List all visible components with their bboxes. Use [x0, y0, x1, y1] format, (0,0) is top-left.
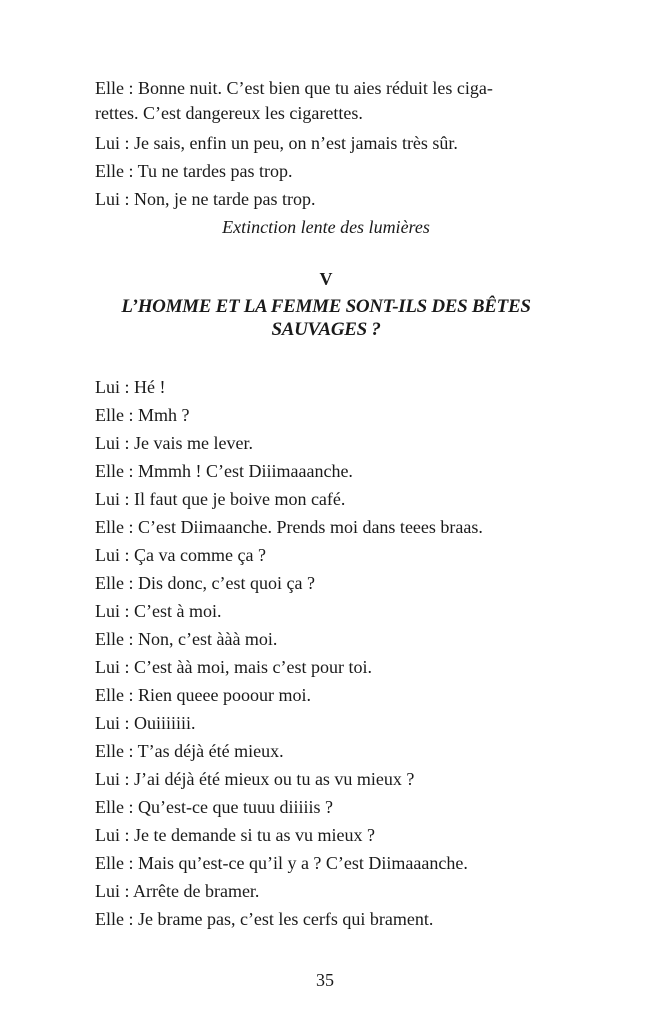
- dialogue-line: Elle : Mmmh ! C’est Diiimaaanche.: [95, 461, 353, 481]
- page-number: 35: [316, 970, 334, 990]
- chapter-title-line-1: L’HOMME ET LA FEMME SONT-ILS DES BÊTES: [121, 296, 531, 317]
- dialogue-line: Lui : C’est àà moi, mais c’est pour toi.: [95, 657, 372, 677]
- chapter-numeral: V: [319, 269, 333, 289]
- dialogue-block: [95, 373, 557, 933]
- dialogue-line: Lui : C’est à moi.: [95, 601, 222, 621]
- dialogue-line: Lui : Il faut que je boive mon café.: [95, 489, 346, 509]
- dialogue-line: Lui : Je sais, enfin un peu, on n’est jamais très sûr.: [95, 133, 458, 153]
- dialogue-line-part: rettes. C’est dangereux les cigarettes.: [95, 103, 363, 123]
- dialogue-line: Lui : Non, je ne tarde pas trop.: [95, 189, 316, 209]
- dialogue-line: Elle : T’as déjà été mieux.: [95, 741, 284, 761]
- scene-ending: [95, 76, 557, 241]
- dialogue-line: Lui : J’ai déjà été mieux ou tu as vu mieux ?: [95, 769, 415, 789]
- dialogue-line: Lui : Je vais me lever.: [95, 433, 253, 453]
- dialogue-line: Elle : Dis donc, c’est quoi ça ?: [95, 573, 315, 593]
- dialogue-line: Elle : Mmh ?: [95, 405, 190, 425]
- dialogue-line: Elle : Tu ne tardes pas trop.: [95, 161, 293, 181]
- dialogue-line: Lui : Hé !: [95, 377, 166, 397]
- chapter-heading: [95, 267, 557, 341]
- dialogue-line: Elle : C’est Diimaanche. Prends moi dans teees braas.: [95, 517, 483, 537]
- stage-direction: Extinction lente des lumières: [222, 217, 430, 237]
- dialogue-line-part: Elle : Bonne nuit. C’est bien que tu aies réduit les ciga-: [95, 78, 493, 98]
- dialogue-line: Lui : Ouiiiiiii.: [95, 713, 196, 733]
- page-content: [95, 76, 557, 933]
- dialogue-line: Elle : Qu’est-ce que tuuu diiiiis ?: [95, 797, 333, 817]
- dialogue-line: [95, 101, 557, 126]
- dialogue-line: Lui : Je te demande si tu as vu mieux ?: [95, 825, 375, 845]
- dialogue-line: Elle : Je brame pas, c’est les cerfs qui brament.: [95, 909, 434, 929]
- dialogue-line: [95, 76, 557, 101]
- dialogue-line: Lui : Ça va comme ça ?: [95, 545, 266, 565]
- dialogue-line: Elle : Non, c’est ààà moi.: [95, 629, 278, 649]
- dialogue-line: Elle : Rien queee pooour moi.: [95, 685, 311, 705]
- dialogue-line: Elle : Mais qu’est-ce qu’il y a ? C’est Diimaaanche.: [95, 853, 468, 873]
- chapter-title-line-2: SAUVAGES ?: [271, 319, 381, 340]
- dialogue-line: Lui : Arrête de bramer.: [95, 881, 260, 901]
